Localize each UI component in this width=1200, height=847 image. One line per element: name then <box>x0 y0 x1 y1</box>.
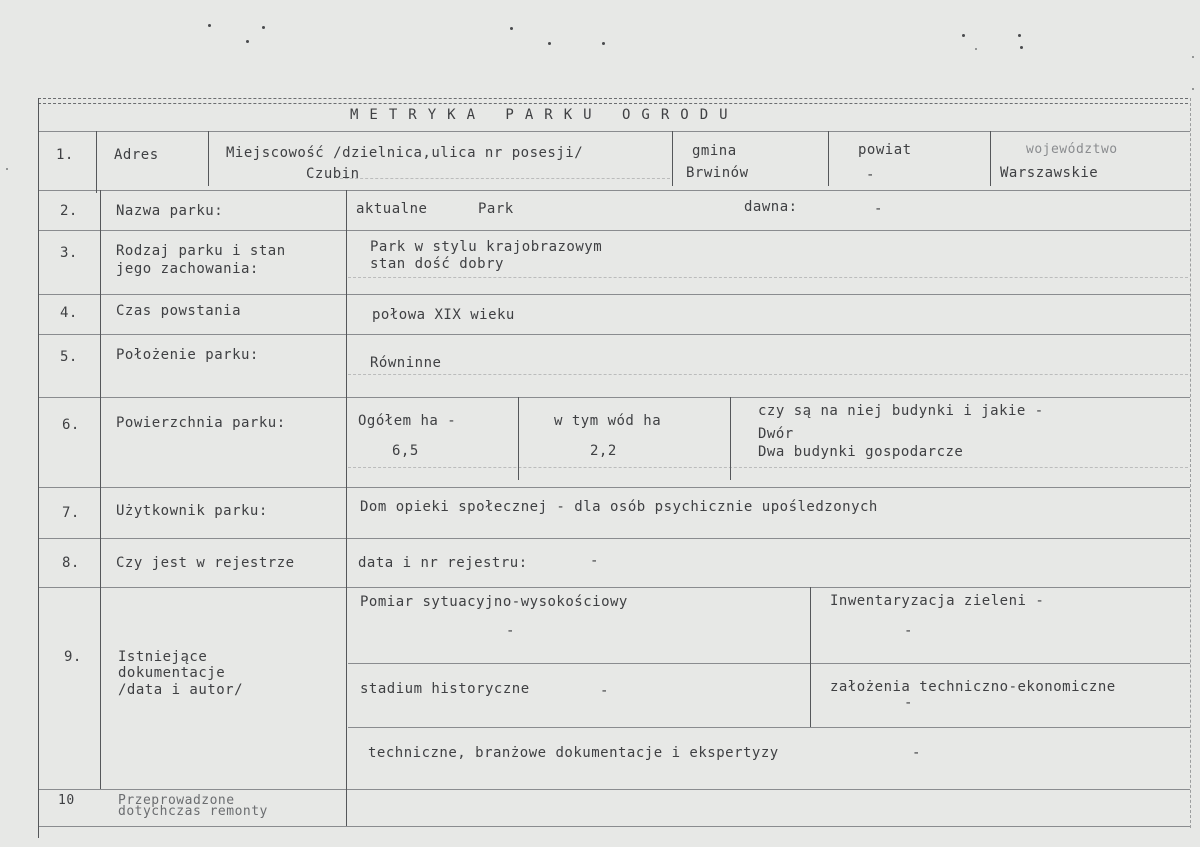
row10-number: 10 <box>58 793 75 808</box>
survey-value: - <box>506 623 515 639</box>
ink-speck <box>246 40 249 43</box>
row7-label: Użytkownik parku: <box>116 503 268 519</box>
ink-speck <box>6 168 8 170</box>
right-border <box>1190 98 1191 828</box>
area-water-value: 2,2 <box>590 443 617 459</box>
row1-number: 1. <box>56 147 74 163</box>
location-value: Czubin <box>306 166 360 182</box>
greenery-value: - <box>904 623 913 639</box>
park-condition-value: stan dość dobry <box>370 256 504 272</box>
park-name-former-value: - <box>874 201 883 217</box>
ink-speck <box>1192 56 1194 58</box>
rule-below-row8 <box>38 587 1190 588</box>
top-rule-outer <box>38 98 1188 99</box>
col-rule-row1-address <box>208 131 209 186</box>
area-water-label: w tym wód ha <box>554 413 662 429</box>
col-rule-row1-gmina <box>672 131 673 186</box>
row4-label: Czas powstania <box>116 303 242 319</box>
rule-below-row4 <box>38 334 1190 335</box>
tech-econ-label: założenia techniczno-ekonomiczne <box>830 679 1116 695</box>
area-total-label: Ogółem ha - <box>358 413 457 429</box>
tech-econ-value: - <box>904 695 913 711</box>
col-rule-value <box>346 190 347 826</box>
rule-below-title <box>38 131 1190 132</box>
row5-label: Położenie parku: <box>116 347 259 363</box>
gmina-header: gmina <box>692 143 737 159</box>
row6-label: Powierzchnia parku: <box>116 415 286 431</box>
rule-row9-sub2 <box>348 727 1190 728</box>
park-name-current-label: aktualne <box>356 201 428 217</box>
ink-speck <box>1018 34 1021 37</box>
row9-label-line3: /data i autor/ <box>118 682 244 698</box>
area-total-value: 6,5 <box>392 443 419 459</box>
row8-number: 8. <box>62 555 80 571</box>
technical-docs-value: - <box>912 745 921 761</box>
ink-speck <box>262 26 265 29</box>
row5-number: 5. <box>60 349 78 365</box>
rule-below-row2 <box>38 230 1190 231</box>
row7-number: 7. <box>62 505 80 521</box>
row3-label-line1: Rodzaj parku i stan <box>116 243 286 259</box>
row1-label: Adres <box>114 147 159 163</box>
ink-speck <box>548 42 551 45</box>
ink-speck <box>602 42 605 45</box>
rule-below-row6 <box>38 487 1190 488</box>
form-title: METRYKA PARKU OGRODU <box>350 107 739 123</box>
buildings-value-line1: Dwór <box>758 426 794 442</box>
top-rule-inner <box>38 103 1188 104</box>
rule-below-row7 <box>38 538 1190 539</box>
col-rule-row6-buildings <box>730 397 731 480</box>
col-rule-row1-num <box>96 131 97 193</box>
historical-value: - <box>600 683 609 699</box>
park-name-current-value: Park <box>478 201 514 217</box>
rule-below-row1 <box>38 190 1190 191</box>
ink-speck <box>1192 88 1194 90</box>
powiat-header: powiat <box>858 142 912 158</box>
historical-label: stadium historyczne <box>360 681 530 697</box>
fill-line <box>348 277 1188 278</box>
col-rule-row1-woj <box>990 131 991 186</box>
location-type-value: Równinne <box>370 355 442 371</box>
park-name-former-label: dawna: <box>744 199 798 215</box>
park-type-value: Park w stylu krajobrazowym <box>370 239 603 255</box>
ink-speck <box>975 48 977 50</box>
wojewodztwo-header: województwo <box>1026 142 1118 157</box>
registry-label: data i nr rejestru: <box>358 555 528 571</box>
row3-label-line2: jego zachowania: <box>116 261 259 277</box>
col-rule-num <box>100 190 101 789</box>
survey-label: Pomiar sytuacyjno-wysokościowy <box>360 594 628 610</box>
row8-label: Czy jest w rejestrze <box>116 555 295 571</box>
greenery-label: Inwentaryzacja zieleni - <box>830 593 1045 609</box>
row2-number: 2. <box>60 203 78 219</box>
col-rule-row6-water <box>518 397 519 480</box>
row9-label-line1: Istniejące <box>118 649 208 665</box>
col-rule-row1-powiat <box>828 131 829 186</box>
fill-line <box>348 467 1188 468</box>
wojewodztwo-value: Warszawskie <box>1000 165 1099 181</box>
creation-time-value: połowa XIX wieku <box>372 307 515 323</box>
rule-below-row10 <box>38 826 1190 827</box>
left-border <box>38 98 39 838</box>
row10-label-line2: dotychczas remonty <box>118 804 268 819</box>
row6-number: 6. <box>62 417 80 433</box>
ink-speck <box>962 34 965 37</box>
fill-line <box>340 178 670 179</box>
location-header: Miejscowość /dzielnica,ulica nr posesji/ <box>226 145 584 161</box>
technical-docs-label: techniczne, branżowe dokumentacje i ekspertyzy <box>368 745 779 761</box>
row4-number: 4. <box>60 305 78 321</box>
rule-below-row3 <box>38 294 1190 295</box>
ink-speck <box>1020 46 1023 49</box>
buildings-value-line2: Dwa budynki gospodarcze <box>758 444 964 460</box>
col-rule-row9-right <box>810 587 811 727</box>
ink-speck <box>208 24 211 27</box>
row3-number: 3. <box>60 245 78 261</box>
gmina-value: Brwinów <box>686 165 749 181</box>
rule-row9-sub1 <box>348 663 1190 664</box>
row9-number: 9. <box>64 649 82 665</box>
rule-below-row5 <box>38 397 1190 398</box>
row9-label-line2: dokumentacje <box>118 665 226 681</box>
fill-line <box>348 374 1188 375</box>
row10-label-line1: Przeprowadzone <box>118 793 235 808</box>
park-user-value: Dom opieki społecznej - dla osób psychicznie upośledzonych <box>360 499 878 515</box>
buildings-label: czy są na niej budynki i jakie - <box>758 403 1044 419</box>
row2-label: Nazwa parku: <box>116 203 224 219</box>
powiat-value: - <box>866 167 875 183</box>
registry-value: - <box>590 553 599 569</box>
ink-speck <box>510 27 513 30</box>
rule-below-row9 <box>38 789 1190 790</box>
